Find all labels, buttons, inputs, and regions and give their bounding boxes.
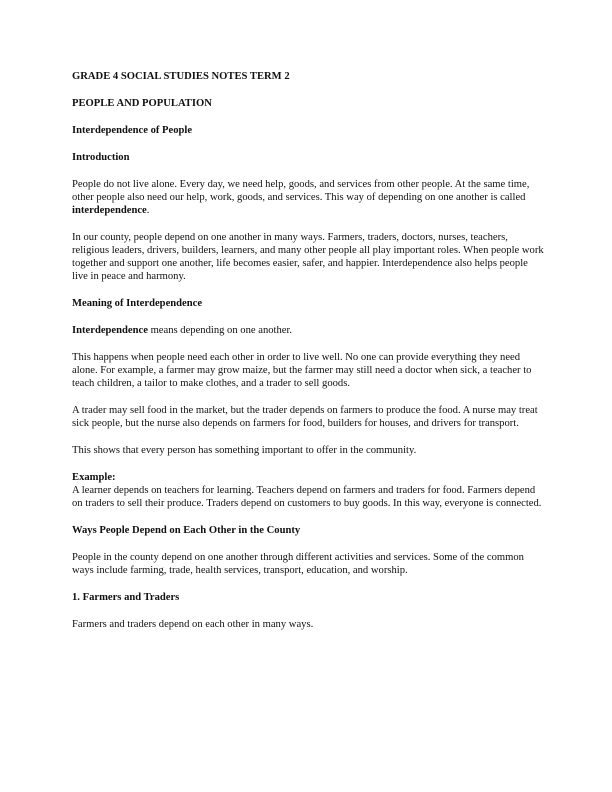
introduction-heading: Introduction bbox=[72, 152, 130, 163]
meaning-paragraph-2: This happens when people need each other in order to live well. No one can provide everything they need alone. For example, a farmer may grow maize, but the farmer may still need a doctor when sick, a teacher to teach children, a tailor to make clothes, and a trader to sell goods. bbox=[72, 352, 532, 389]
definition-text: means depending on one another. bbox=[147, 325, 293, 336]
intro-text-a: People do not live alone. Every day, we need help, goods, and services from other people. At the same time, other people also need our help, work, goods, and services. This way of depending on one another is called bbox=[72, 179, 530, 203]
ways-heading: Ways People Depend on Each Other in the County bbox=[72, 525, 301, 536]
intro-paragraph-2: In our county, people depend on one another in many ways. Farmers, traders, doctors, nurses, teachers, religious leaders, drivers, builders, learners, and many other people all play important roles. When people work together and support one another, life becomes easier, safer, and happier. Interdependence also helps people live in peace and harmony. bbox=[72, 232, 544, 282]
meaning-definition bbox=[72, 324, 546, 337]
example-label bbox=[72, 471, 546, 484]
farmers-traders-paragraph: Farmers and traders depend on each other in many ways. bbox=[72, 619, 314, 630]
meaning-paragraph-3: A trader may sell food in the market, but the trader depends on farmers to produce the food. A nurse may treat sick people, but the nurse also depends on farmers for food, builders for houses, and drivers for transport. bbox=[72, 405, 538, 429]
document-title: GRADE 4 SOCIAL STUDIES NOTES TERM 2 bbox=[72, 71, 290, 82]
topic-heading: PEOPLE AND POPULATION bbox=[72, 98, 212, 109]
example-text: A learner depends on teachers for learning. Teachers depend on farmers and traders for food. Farmers depend on traders to sell their produce. Traders depend on customers to buy goods. In this way, everyone is connected. bbox=[72, 485, 542, 509]
interdependence-term: interdependence bbox=[72, 205, 147, 216]
meaning-paragraph-4: This shows that every person has something important to offer in the community. bbox=[72, 445, 417, 456]
intro-paragraph-1 bbox=[72, 178, 546, 217]
ways-paragraph-1: People in the county depend on one another through different activities and services. Some of the common ways include farming, trade, health services, transport, education, and worship. bbox=[72, 552, 524, 576]
farmers-traders-heading: 1. Farmers and Traders bbox=[72, 592, 180, 603]
example-block bbox=[72, 471, 546, 510]
definition-term: Interdependence bbox=[72, 325, 148, 336]
document-page bbox=[72, 70, 546, 645]
example-label-text: Example: bbox=[72, 472, 116, 483]
meaning-heading: Meaning of Interdependence bbox=[72, 298, 203, 309]
subtopic-heading: Interdependence of People bbox=[72, 125, 193, 136]
intro-text-b: . bbox=[146, 205, 150, 216]
